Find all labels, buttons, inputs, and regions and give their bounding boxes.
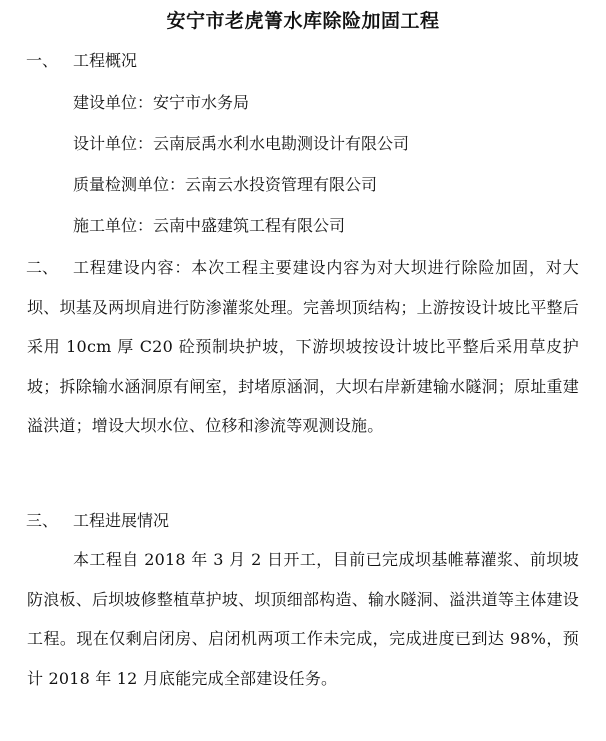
section-1-heading: 工程概况	[73, 51, 138, 70]
section-2-paragraph: 工程建设内容：本次工程主要建设内容为对大坝进行除险加固，对大坝、坝基及两坝肩进行防渗灌浆处理。完善坝顶结构；上游按设计坡比平整后采用 10cm 厚 C20 砼预制块护坡，下游坝坡按设计坡比平整后采用草皮护坡；拆除输水涵洞原有闸室，封堵原涵洞，大坝右岸新建输水隧洞；原址重建溢洪道；增设大坝水位、位移和渗流等观测设施。	[27, 258, 579, 435]
construction-unit-line: 建设单位：安宁市水务局	[73, 93, 250, 112]
section-2-number: 二、	[26, 258, 59, 277]
contractor-unit-line: 施工单位：云南中盛建筑工程有限公司	[73, 216, 346, 235]
section-1-number: 一、	[26, 51, 59, 70]
document-title: 安宁市老虎箐水库除险加固工程	[166, 10, 440, 32]
quality-inspection-unit-line: 质量检测单位：云南云水投资管理有限公司	[73, 175, 378, 194]
section-3-heading: 工程进展情况	[73, 511, 170, 530]
design-unit-line: 设计单位：云南辰禹水利水电勘测设计有限公司	[73, 134, 410, 153]
section-3-paragraph: 本工程自 2018 年 3 月 2 日开工，目前已完成坝基帷幕灌浆、前坝坡防浪板、后坝坡修整植草护坡、坝顶细部构造、输水隧洞、溢洪道等主体建设工程。现在仅剩启闭房、启闭机两项工作未完成，完成进度已到达 98%，预计 2018 年 12 月底能完成全部建设任务。	[27, 550, 579, 688]
section-3-number: 三、	[26, 511, 59, 530]
